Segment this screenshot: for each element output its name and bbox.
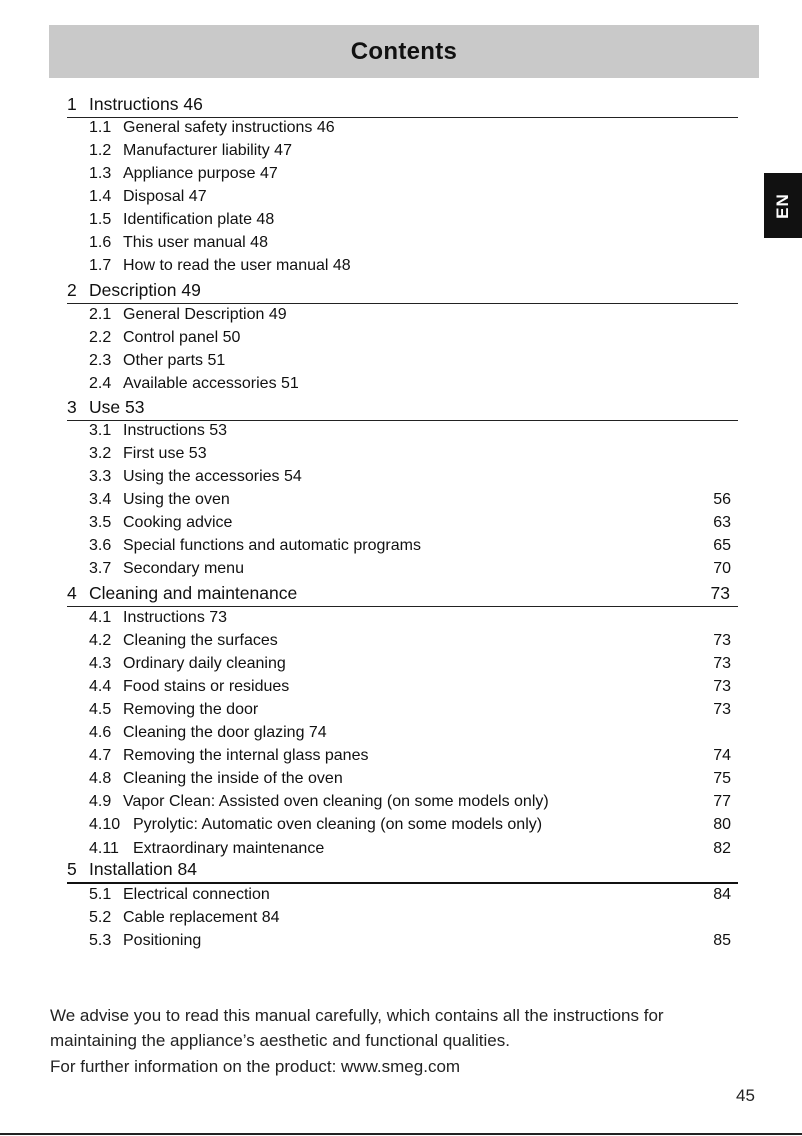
item-title: Appliance purpose 47 (123, 165, 278, 183)
item-number: 3.7 (89, 560, 112, 578)
item-number: 3.6 (89, 537, 112, 555)
toc-item[interactable] (89, 327, 731, 350)
item-title: Cleaning the surfaces (123, 632, 278, 650)
toc-item[interactable] (89, 558, 731, 581)
item-number: 4.3 (89, 655, 112, 673)
website-line: For further information on the product: www.smeg.com (50, 1057, 461, 1076)
item-number: 2.4 (89, 375, 112, 393)
item-number: 3.2 (89, 445, 112, 463)
toc-item[interactable] (89, 255, 731, 278)
item-number: 3.3 (89, 468, 112, 486)
toc-item[interactable] (89, 209, 731, 232)
item-title: Cooking advice (123, 514, 233, 532)
item-number: 1.6 (89, 234, 112, 252)
item-page: 70 (713, 560, 731, 578)
item-number: 1.7 (89, 257, 112, 275)
item-title: Available accessories 51 (123, 375, 299, 393)
item-number: 5.1 (89, 886, 112, 903)
item-number: 2.1 (89, 306, 112, 323)
item-number: 4.10 (89, 816, 121, 834)
item-page: 77 (713, 793, 731, 811)
section-title: Use 53 (89, 397, 145, 417)
section-number: 4 (67, 583, 77, 603)
item-page: 74 (713, 747, 731, 765)
item-page: 73 (713, 655, 731, 673)
item-number: 1.4 (89, 188, 112, 206)
toc-item[interactable] (89, 373, 731, 396)
item-page: 73 (713, 701, 731, 719)
item-title: Disposal 47 (123, 188, 207, 206)
intro-line: We advise you to read this manual carefully, which contains all the instructions for (50, 1006, 664, 1025)
section-title: Installation 84 (89, 859, 197, 879)
toc-section[interactable] (67, 279, 738, 304)
contents-header (49, 25, 759, 78)
item-page: 73 (713, 632, 731, 650)
toc-item[interactable] (89, 117, 731, 140)
intro-text (50, 1004, 750, 1080)
toc-section[interactable] (67, 582, 738, 607)
toc-item[interactable] (89, 186, 731, 209)
toc-item[interactable] (89, 791, 731, 814)
item-title: This user manual 48 (123, 234, 268, 252)
section-title: Cleaning and maintenance (89, 583, 298, 603)
item-number: 4.4 (89, 678, 112, 696)
toc-section[interactable] (67, 93, 738, 118)
toc-item[interactable] (89, 722, 731, 745)
section-title: Instructions 46 (89, 94, 203, 114)
toc-item[interactable] (89, 930, 731, 953)
item-number: 3.5 (89, 514, 112, 532)
section-page: 73 (710, 583, 730, 603)
toc-item[interactable] (89, 699, 731, 722)
item-page: 82 (713, 839, 731, 857)
item-title: How to read the user manual 48 (123, 257, 351, 275)
item-title: Special functions and automatic programs (123, 537, 421, 555)
item-number: 4.7 (89, 747, 112, 765)
item-title: Positioning (123, 932, 202, 950)
item-title: General safety instructions 46 (123, 119, 335, 136)
toc-item[interactable] (89, 489, 731, 512)
item-page: 84 (713, 886, 731, 903)
bottom-divider (0, 1133, 802, 1135)
item-page: 73 (713, 678, 731, 696)
item-number: 4.2 (89, 632, 112, 650)
item-title: Cleaning the inside of the oven (123, 770, 343, 788)
page-number: 45 (736, 1086, 755, 1105)
item-title: Instructions 73 (123, 609, 228, 626)
toc-item[interactable] (89, 884, 731, 907)
toc-item[interactable] (89, 630, 731, 653)
item-title: Vapor Clean: Assisted oven cleaning (on some models only) (123, 793, 549, 811)
item-title: Identification plate 48 (123, 211, 275, 229)
item-number: 3.1 (89, 422, 112, 439)
toc-item[interactable] (89, 676, 731, 699)
toc-item[interactable] (89, 535, 731, 558)
section-number: 5 (67, 859, 77, 879)
item-number: 5.3 (89, 932, 112, 950)
item-page: 63 (713, 514, 731, 532)
item-number: 1.2 (89, 142, 112, 160)
item-title: Pyrolytic: Automatic oven cleaning (on some models only) (133, 816, 543, 834)
item-title: Ordinary daily cleaning (123, 655, 286, 673)
item-number: 1.5 (89, 211, 112, 229)
toc-item[interactable] (89, 907, 731, 930)
toc-section[interactable] (67, 858, 738, 884)
item-page: 80 (713, 816, 731, 834)
item-title: Removing the internal glass panes (123, 747, 369, 765)
item-title: Using the accessories 54 (123, 468, 302, 486)
item-page: 56 (713, 491, 731, 509)
item-title: Electrical connection (123, 886, 270, 903)
toc-item[interactable] (89, 443, 731, 466)
item-number: 1.3 (89, 165, 112, 183)
toc-section[interactable] (67, 396, 738, 421)
toc-item[interactable] (89, 466, 731, 489)
item-number: 4.9 (89, 793, 112, 811)
section-title: Description 49 (89, 280, 201, 300)
item-number: 2.3 (89, 352, 112, 370)
toc-item[interactable] (89, 140, 731, 163)
item-number: 4.11 (89, 839, 119, 857)
item-title: Extraordinary maintenance (133, 839, 325, 857)
item-title: Cleaning the door glazing 74 (123, 724, 327, 742)
item-title: Other parts 51 (123, 352, 226, 370)
item-number: 1.1 (89, 119, 112, 136)
intro-line: maintaining the appliance’s aesthetic and functional qualities. (50, 1030, 510, 1050)
item-number: 4.6 (89, 724, 112, 742)
item-title: Secondary menu (123, 560, 244, 578)
item-number: 4.5 (89, 701, 112, 719)
toc-item[interactable] (89, 163, 731, 186)
item-number: 4.1 (89, 609, 112, 626)
language-label: EN (773, 192, 792, 219)
item-number: 3.4 (89, 491, 112, 509)
toc-item[interactable] (89, 768, 731, 791)
item-title: Using the oven (123, 491, 230, 509)
item-title: Control panel 50 (123, 329, 241, 347)
item-title: Manufacturer liability 47 (123, 142, 292, 160)
toc-item[interactable] (89, 745, 731, 768)
item-number: 5.2 (89, 909, 112, 927)
item-title: Cable replacement 84 (123, 909, 280, 927)
toc-item[interactable] (89, 304, 731, 327)
toc-item[interactable] (89, 814, 731, 837)
language-tab (764, 173, 802, 238)
item-number: 2.2 (89, 329, 112, 347)
toc-item[interactable] (89, 653, 731, 676)
item-title: First use 53 (123, 445, 207, 463)
toc-item[interactable] (89, 420, 731, 443)
toc-item[interactable] (89, 350, 731, 373)
section-number: 1 (67, 94, 77, 114)
toc-item[interactable] (89, 607, 731, 630)
section-number: 3 (67, 397, 77, 417)
section-number: 2 (67, 280, 77, 300)
item-title: Instructions 53 (123, 422, 228, 439)
item-title: Food stains or residues (123, 678, 290, 696)
toc-item[interactable] (89, 232, 731, 255)
item-number: 4.8 (89, 770, 112, 788)
item-title: Removing the door (123, 701, 259, 719)
item-page: 65 (713, 537, 731, 555)
toc-item[interactable] (89, 512, 731, 535)
item-page: 75 (713, 770, 731, 788)
item-title: General Description 49 (123, 306, 287, 323)
item-page: 85 (713, 932, 731, 950)
page-title: Contents (350, 37, 458, 65)
